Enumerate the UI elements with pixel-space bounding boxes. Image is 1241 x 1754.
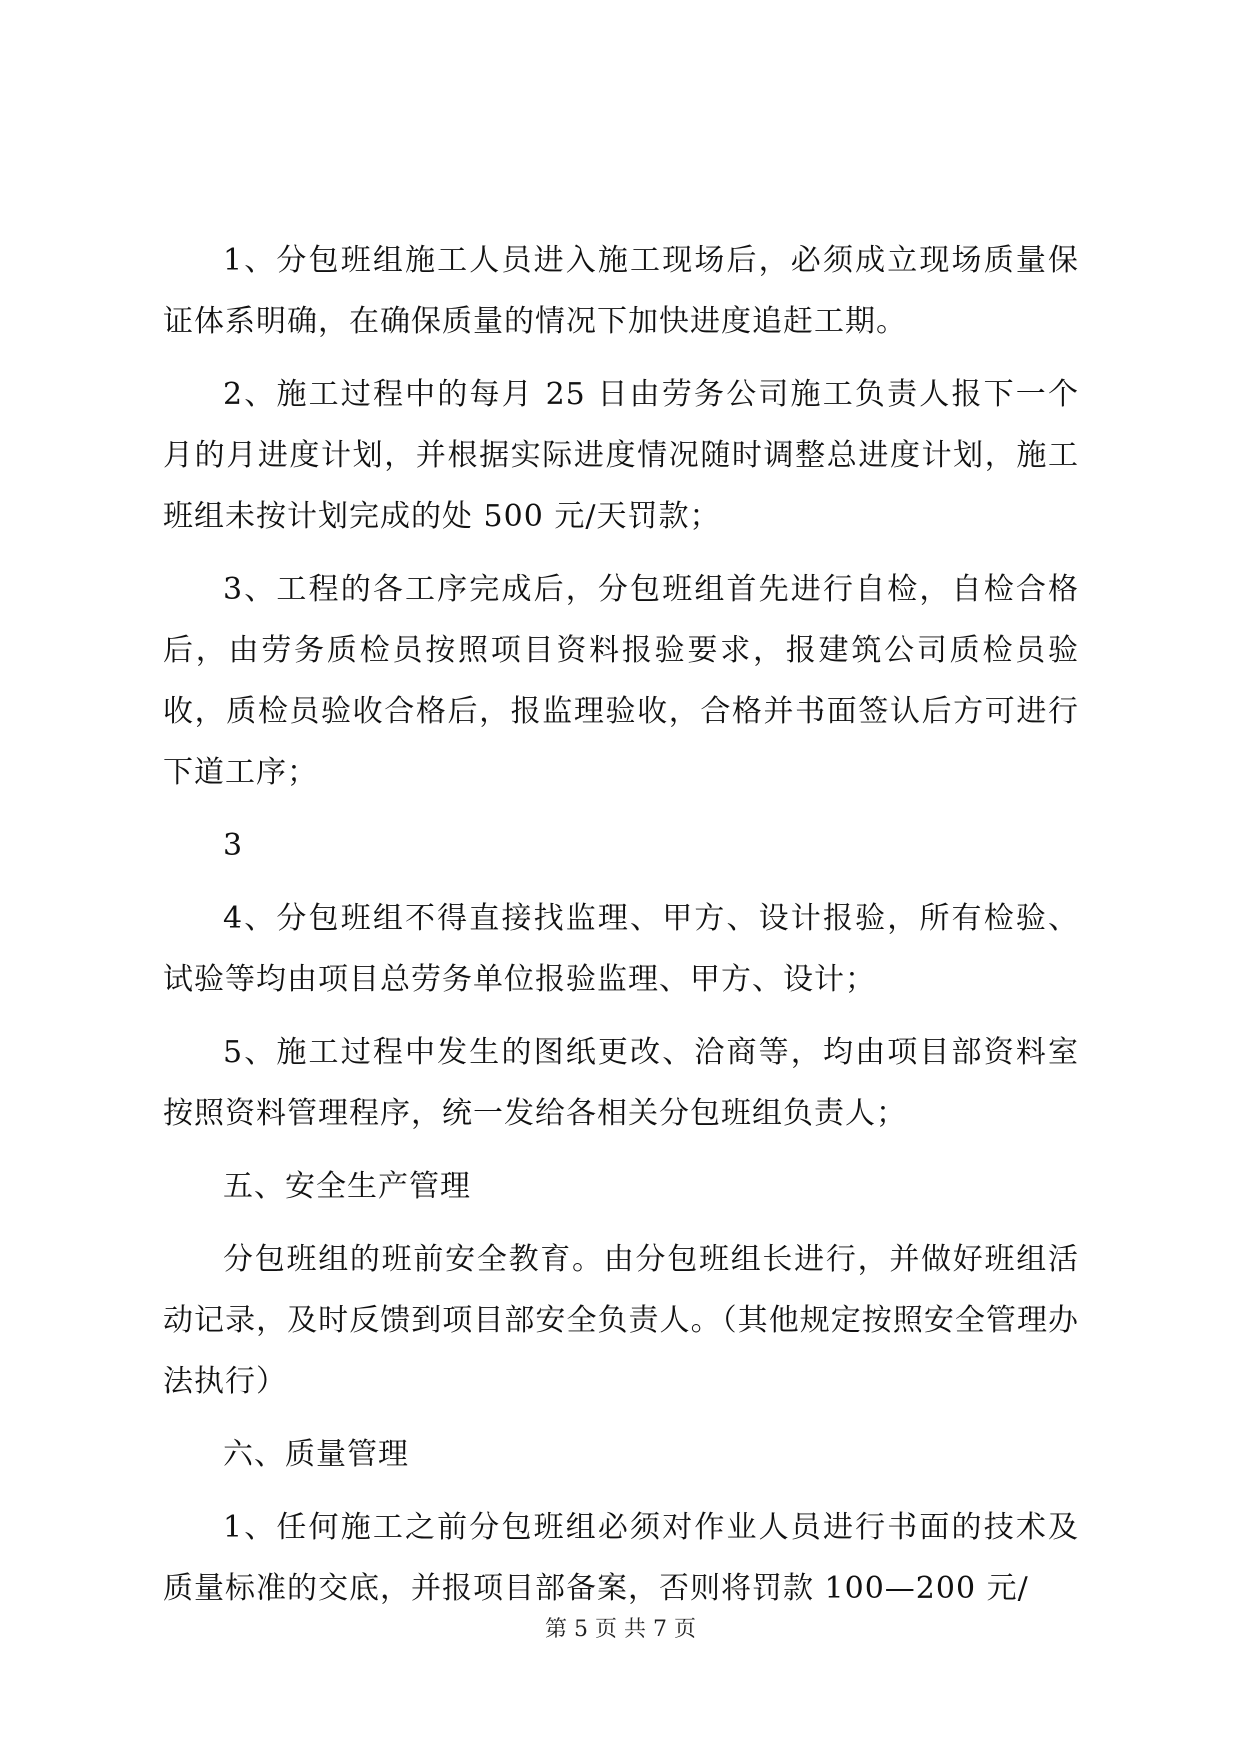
paragraph-safety-education: 分包班组的班前安全教育。由分包班组长进行，并做好班组活动记录，及时反馈到项目部安全负责人。（其他规定按照安全管理办法执行） [163, 1242, 1079, 1399]
paragraph-monthly-schedule: 2、施工过程中的每月 25 日由劳务公司施工负责人报下一个月的月进度计划，并根据实际进度情况随时调整总进度计划，施工班组未按计划完成的处 500 元/天罚款； [163, 377, 1079, 534]
document-body [163, 230, 1079, 1631]
paragraph-inspection-channel: 4、分包班组不得直接找监理、甲方、设计报验，所有检验、试验等均由项目总劳务单位报验监理、甲方、设计； [163, 901, 1079, 997]
section-heading-quality: 六、质量管理 [223, 1437, 409, 1472]
section-heading-safety: 五、安全生产管理 [223, 1169, 471, 1204]
paragraph-quality-system: 1、分包班组施工人员进入施工现场后，必须成立现场质量保证体系明确，在确保质量的情况下加快进度追赶工期。 [163, 243, 1079, 339]
paragraph-technical-briefing: 1、任何施工之前分包班组必须对作业人员进行书面的技术及质量标准的交底，并报项目部备案，否则将罚款 100—200 元/ [163, 1510, 1079, 1606]
page-footer: 第 5 页 共 7 页 [545, 1617, 696, 1642]
paragraph-drawing-changes: 5、施工过程中发生的图纸更改、洽商等，均由项目部资料室按照资料管理程序，统一发给各相关分包班组负责人； [163, 1035, 1079, 1131]
paragraph-stray-number: 3 [223, 828, 244, 863]
paragraph-inspection-procedure: 3、工程的各工序完成后，分包班组首先进行自检，自检合格后，由劳务质检员按照项目资料报验要求，报建筑公司质检员验收，质检员验收合格后，报监理验收，合格并书面签认后方可进行下道工序； [163, 572, 1079, 790]
